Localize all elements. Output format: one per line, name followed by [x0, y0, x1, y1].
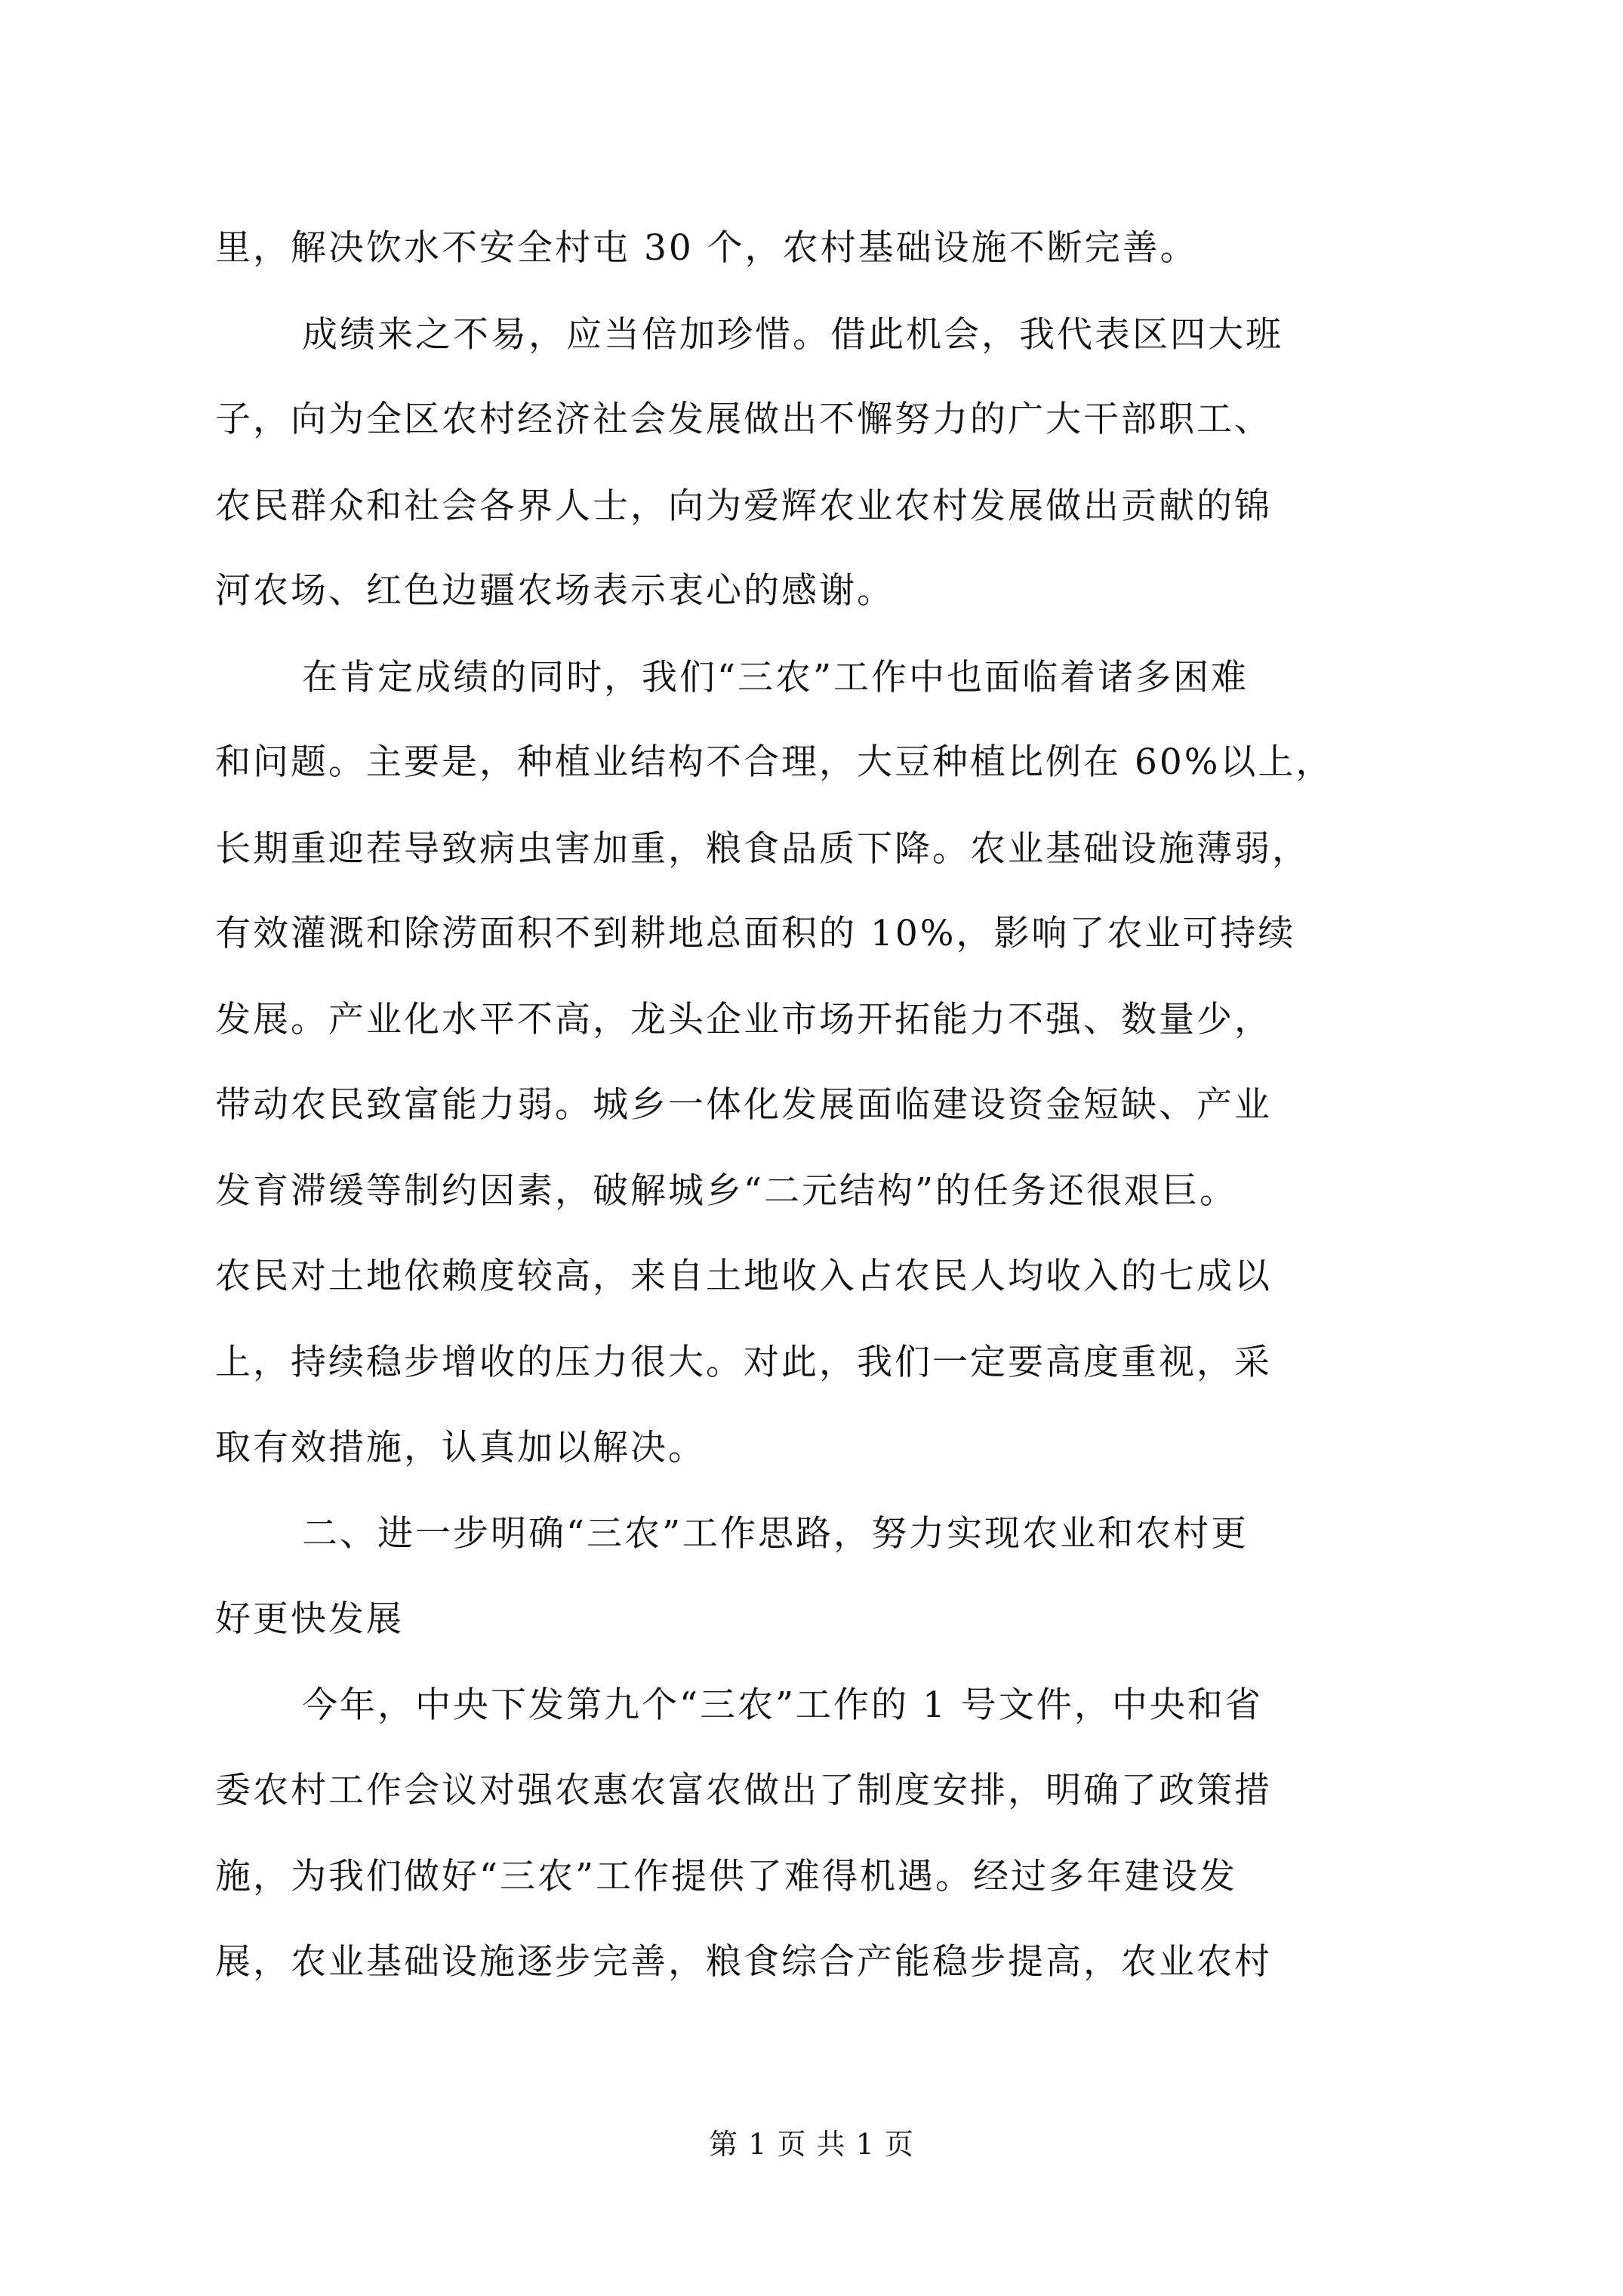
text-line: 在肯定成绩的同时，我们“三农”工作中也面临着诸多困难: [302, 657, 1249, 698]
text-line: 发育滞缓等制约因素，破解城乡“二元结构”的任务还很艰巨。: [215, 1170, 1238, 1212]
section-heading-line: 二、进一步明确“三农”工作思路，努力实现农业和农村更: [302, 1513, 1249, 1555]
text-line: 里，解决饮水不安全村屯 30 个，农村基础设施不断完善。: [215, 227, 1198, 269]
text-line: 和问题。主要是，种植业结构不合理，大豆种植比例在 60%以上，: [215, 741, 1334, 783]
text-line: 取有效措施，认真加以解决。: [215, 1427, 706, 1469]
text-line: 成绩来之不易，应当倍加珍惜。借此机会，我代表区四大班: [302, 314, 1283, 356]
text-line: 今年，中央下发第九个“三农”工作的 1 号文件，中央和省: [302, 1684, 1263, 1726]
text-line: 委农村工作会议对强农惠农富农做出了制度安排，明确了政策措: [215, 1770, 1272, 1811]
page-number-footer: 第 1 页 共 1 页: [709, 2128, 914, 2161]
text-line: 农民群众和社会各界人士，向为爱辉农业农村发展做出贡献的锦: [215, 485, 1272, 527]
text-line: 发展。产业化水平不高，龙头企业市场开拓能力不强、数量少，: [215, 999, 1272, 1040]
text-line: 农民对土地依赖度较高，来自土地收入占农民人均收入的七成以: [215, 1256, 1272, 1297]
section-heading-line: 好更快发展: [215, 1598, 404, 1640]
text-line: 长期重迎茬导致病虫害加重，粮食品质下降。农业基础设施薄弱，: [215, 828, 1310, 870]
text-line: 河农场、红色边疆农场表示衷心的感谢。: [215, 570, 895, 612]
text-line: 施，为我们做好“三农”工作提供了难得机遇。经过多年建设发: [215, 1856, 1238, 1897]
text-line: 带动农民致富能力弱。城乡一体化发展面临建设资金短缺、产业: [215, 1084, 1272, 1126]
text-line: 展，农业基础设施逐步完善，粮食综合产能稳步提高，农业农村: [215, 1941, 1272, 1983]
text-line: 有效灌溉和除涝面积不到耕地总面积的 10%，影响了农业可持续: [215, 913, 1296, 954]
text-line: 上，持续稳步增收的压力很大。对此，我们一定要高度重视，采: [215, 1342, 1272, 1383]
text-line: 子，向为全区农村经济社会发展做出不懈努力的广大干部职工、: [215, 399, 1272, 440]
